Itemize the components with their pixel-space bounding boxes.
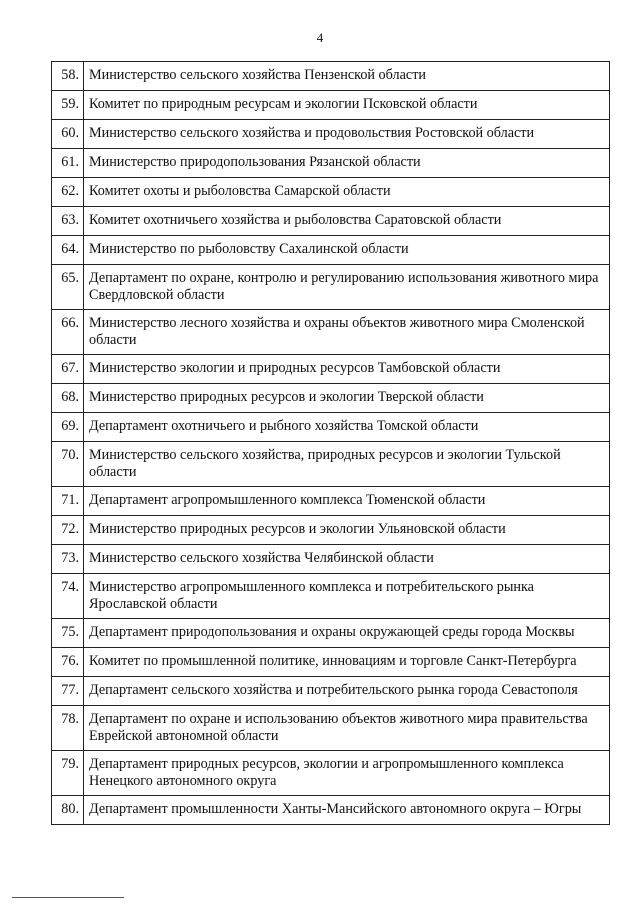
row-number: 75. bbox=[52, 619, 84, 648]
organization-name: Департамент по охране, контролю и регулированию использования животного мира Свердловской области bbox=[84, 265, 610, 310]
table-row bbox=[52, 516, 610, 545]
table-row bbox=[52, 619, 610, 648]
table-row bbox=[52, 413, 610, 442]
table-row bbox=[52, 648, 610, 677]
table-row bbox=[52, 120, 610, 149]
row-number: 63. bbox=[52, 207, 84, 236]
table-row bbox=[52, 236, 610, 265]
organization-name: Департамент сельского хозяйства и потребительского рынка города Севастополя bbox=[84, 677, 610, 706]
organization-name: Министерство сельского хозяйства, природных ресурсов и экологии Тульской области bbox=[84, 442, 610, 487]
organization-name: Министерство лесного хозяйства и охраны объектов животного мира Смоленской области bbox=[84, 310, 610, 355]
organization-name: Департамент природных ресурсов, экологии и агропромышленного комплекса Ненецкого автономного округа bbox=[84, 751, 610, 796]
row-number: 76. bbox=[52, 648, 84, 677]
row-number: 78. bbox=[52, 706, 84, 751]
row-number: 74. bbox=[52, 574, 84, 619]
table-row bbox=[52, 310, 610, 355]
row-number: 67. bbox=[52, 355, 84, 384]
organization-name: Комитет по промышленной политике, инновациям и торговле Санкт-Петербурга bbox=[84, 648, 610, 677]
row-number: 73. bbox=[52, 545, 84, 574]
organization-name: Департамент промышленности Ханты-Мансийского автономного округа – Югры bbox=[84, 796, 610, 825]
row-number: 58. bbox=[52, 62, 84, 91]
row-number: 65. bbox=[52, 265, 84, 310]
row-number: 61. bbox=[52, 149, 84, 178]
organization-name: Министерство по рыболовству Сахалинской области bbox=[84, 236, 610, 265]
table-row bbox=[52, 178, 610, 207]
page-number: 4 bbox=[316, 30, 324, 45]
table-row bbox=[52, 207, 610, 236]
organization-name: Министерство природных ресурсов и экологии Тверской области bbox=[84, 384, 610, 413]
row-number: 71. bbox=[52, 487, 84, 516]
row-number: 79. bbox=[52, 751, 84, 796]
table-row bbox=[52, 384, 610, 413]
table-row bbox=[52, 545, 610, 574]
organization-name: Министерство агропромышленного комплекса и потребительского рынка Ярославской области bbox=[84, 574, 610, 619]
table-row bbox=[52, 796, 610, 825]
table-row bbox=[52, 487, 610, 516]
table-row bbox=[52, 574, 610, 619]
table-row bbox=[52, 677, 610, 706]
organization-name: Министерство природопользования Рязанской области bbox=[84, 149, 610, 178]
row-number: 80. bbox=[52, 796, 84, 825]
organization-name: Комитет по природным ресурсам и экологии Псковской области bbox=[84, 91, 610, 120]
row-number: 70. bbox=[52, 442, 84, 487]
organization-name: Министерство сельского хозяйства Челябинской области bbox=[84, 545, 610, 574]
table-row bbox=[52, 91, 610, 120]
table-row bbox=[52, 706, 610, 751]
table-row bbox=[52, 751, 610, 796]
table-row bbox=[52, 355, 610, 384]
row-number: 62. bbox=[52, 178, 84, 207]
row-number: 68. bbox=[52, 384, 84, 413]
row-number: 64. bbox=[52, 236, 84, 265]
row-number: 60. bbox=[52, 120, 84, 149]
organization-name: Министерство экологии и природных ресурсов Тамбовской области bbox=[84, 355, 610, 384]
organization-name: Департамент агропромышленного комплекса Тюменской области bbox=[84, 487, 610, 516]
row-number: 69. bbox=[52, 413, 84, 442]
table-row bbox=[52, 62, 610, 91]
row-number: 59. bbox=[52, 91, 84, 120]
table-row bbox=[52, 265, 610, 310]
organizations-table bbox=[51, 61, 610, 825]
organization-name: Департамент охотничьего и рыбного хозяйства Томской области bbox=[84, 413, 610, 442]
organization-name: Министерство сельского хозяйства и продовольствия Ростовской области bbox=[84, 120, 610, 149]
organization-name: Министерство сельского хозяйства Пензенской области bbox=[84, 62, 610, 91]
table-row bbox=[52, 149, 610, 178]
footnote-divider bbox=[12, 897, 124, 898]
organization-name: Комитет охоты и рыболовства Самарской области bbox=[84, 178, 610, 207]
row-number: 77. bbox=[52, 677, 84, 706]
organization-name: Департамент по охране и использованию объектов животного мира правительства Еврейской автономной области bbox=[84, 706, 610, 751]
organization-name: Комитет охотничьего хозяйства и рыболовства Саратовской области bbox=[84, 207, 610, 236]
organization-name: Министерство природных ресурсов и экологии Ульяновской области bbox=[84, 516, 610, 545]
table-row bbox=[52, 442, 610, 487]
row-number: 66. bbox=[52, 310, 84, 355]
row-number: 72. bbox=[52, 516, 84, 545]
organization-name: Департамент природопользования и охраны окружающей среды города Москвы bbox=[84, 619, 610, 648]
